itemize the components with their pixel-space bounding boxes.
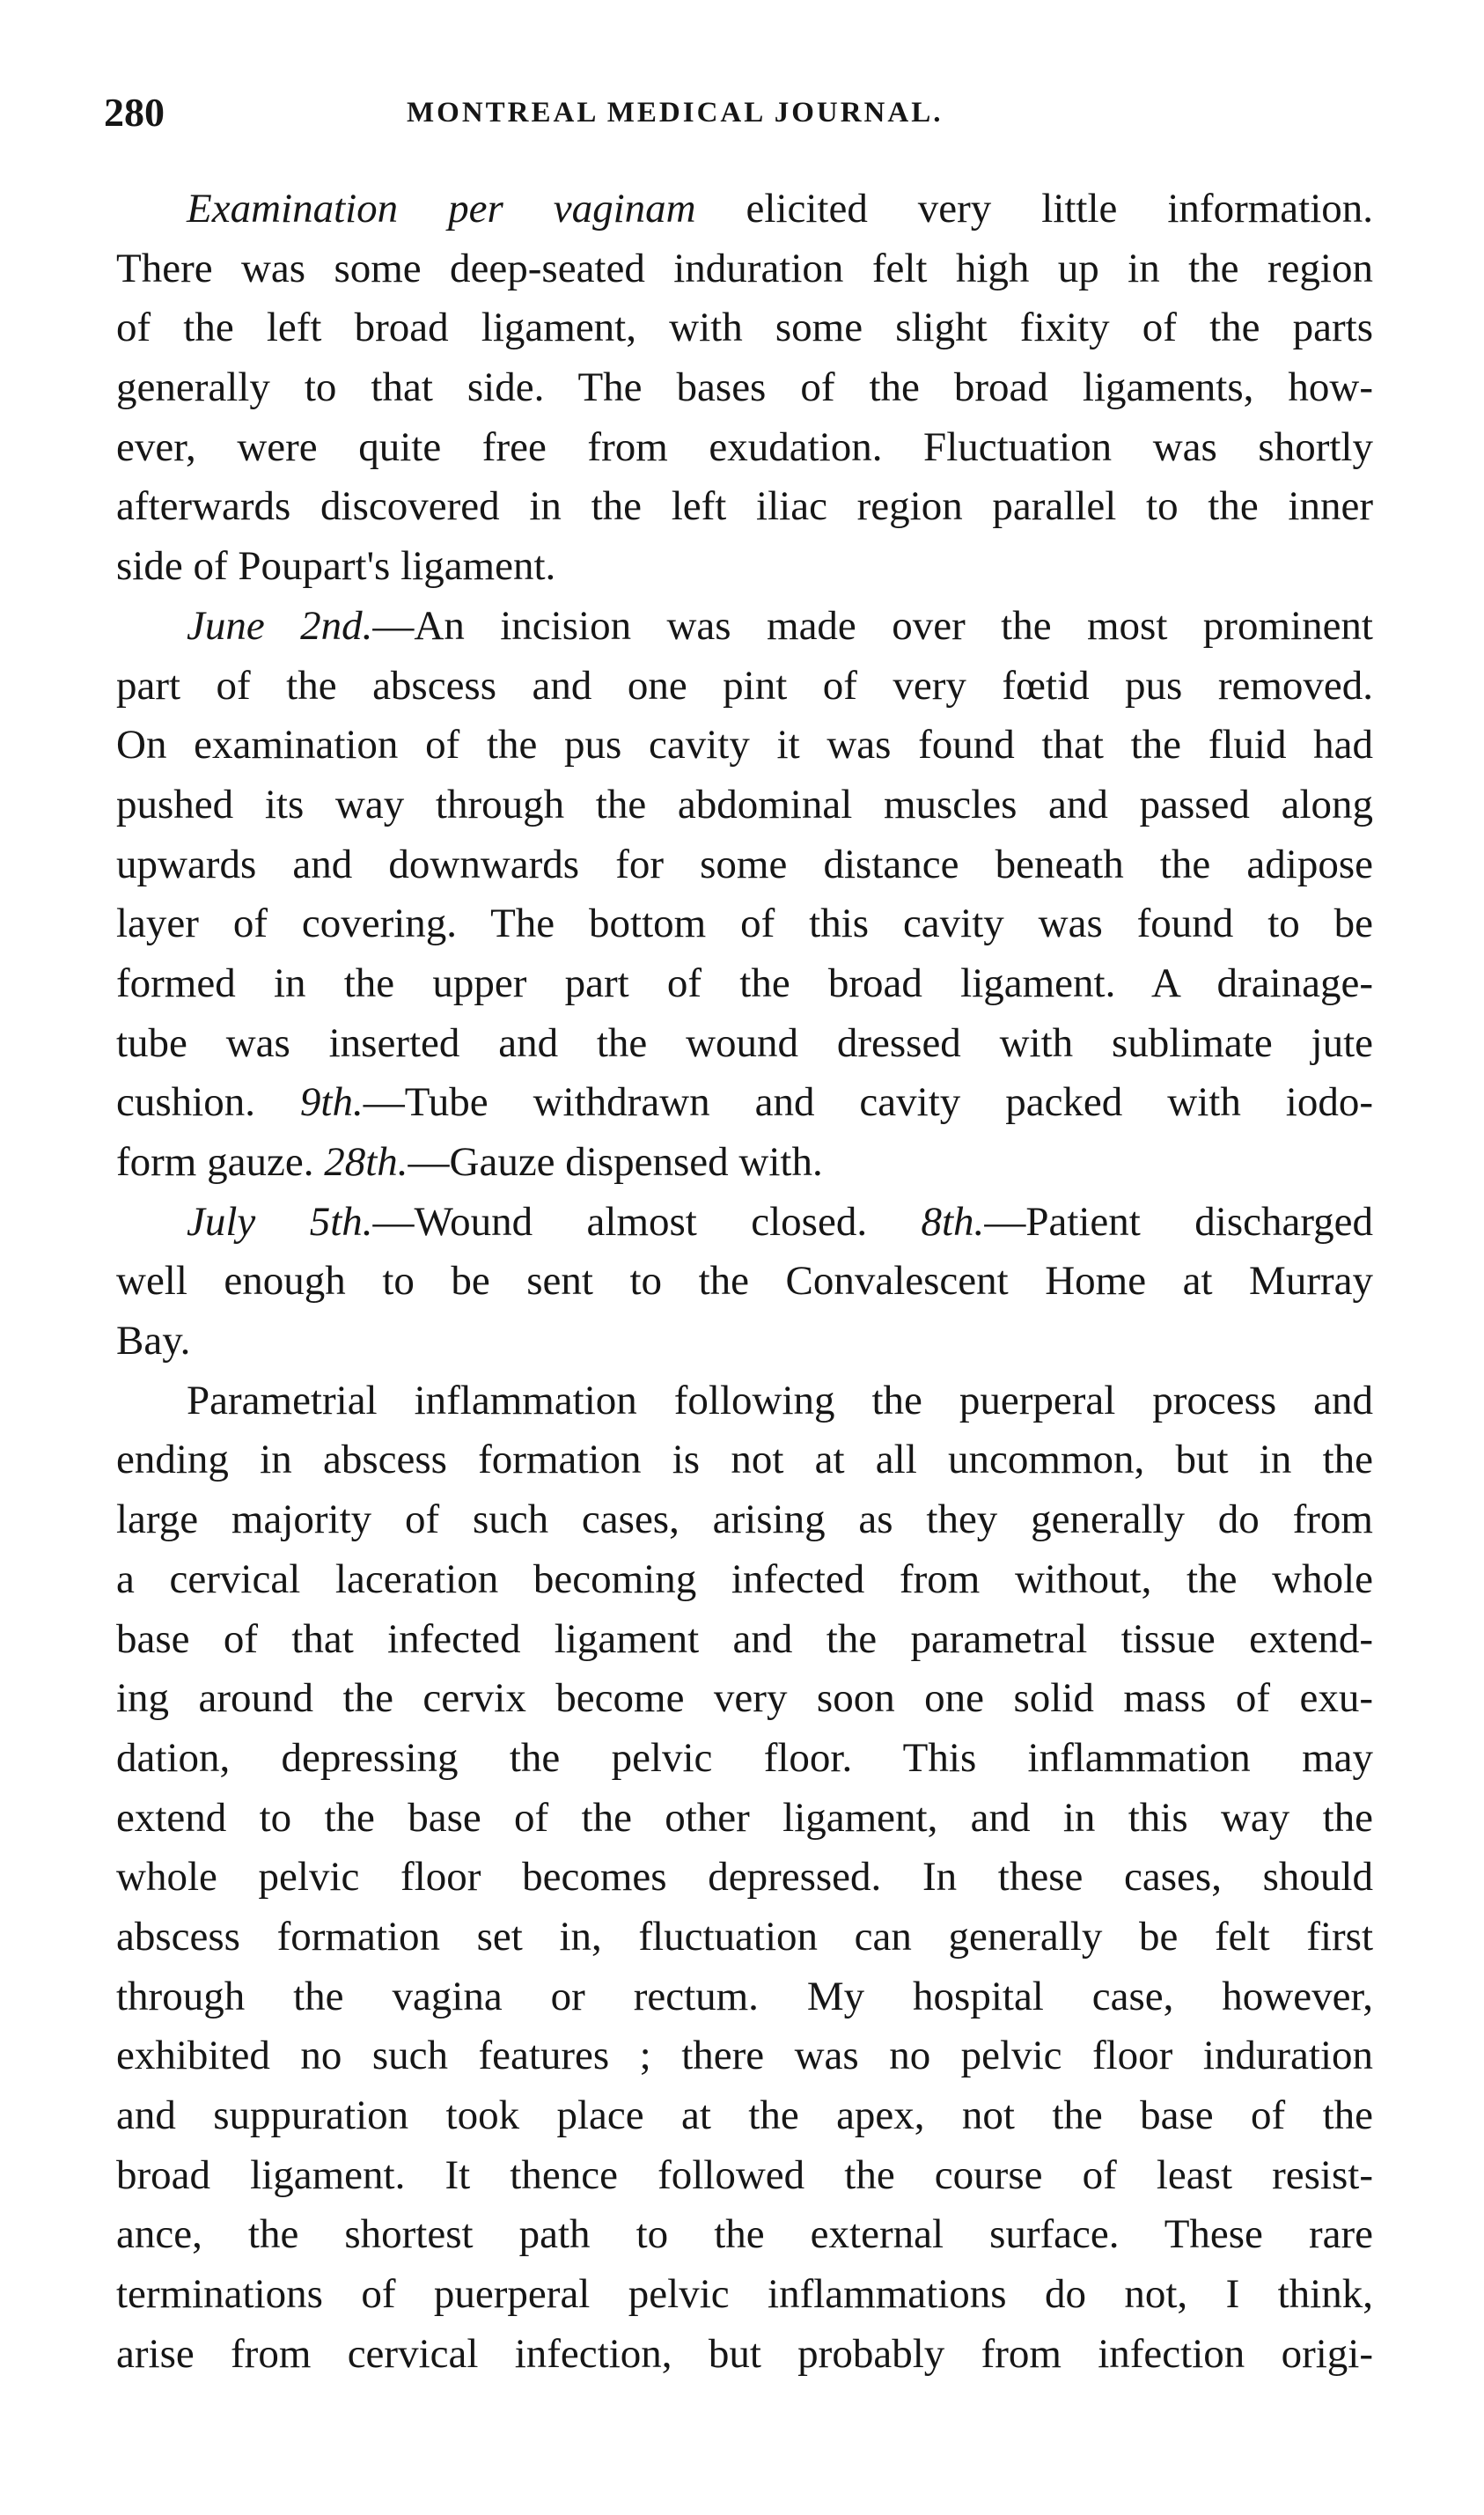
- text-run: —Patient discharged: [984, 1198, 1373, 1245]
- text-run: extend to the base of the other ligament, and in this way the: [116, 1794, 1373, 1841]
- text-run: ance, the shortest path to the external surface. These rare: [116, 2211, 1373, 2258]
- text-line: [116, 1848, 1373, 1908]
- text-line: [116, 2086, 1373, 2146]
- text-line: [116, 1669, 1373, 1729]
- text-run: form gauze.: [116, 1139, 325, 1185]
- text-line: [116, 2146, 1373, 2206]
- text-line: [116, 358, 1373, 418]
- text-run: cushion.: [116, 1079, 300, 1126]
- text-line: [116, 1430, 1373, 1490]
- text-run: dation, depressing the pelvic floor. This inflammation may: [116, 1734, 1373, 1781]
- text-line: [116, 418, 1373, 478]
- text-run: Bay.: [116, 1318, 191, 1364]
- italic-text: 28th.: [324, 1139, 408, 1185]
- text-run: ever, were quite free from exudation. Fluctuation was shortly: [116, 423, 1373, 470]
- text-run: On examination of the pus cavity it was found that the fluid had: [116, 722, 1373, 768]
- italic-text: July 5th.: [187, 1198, 373, 1245]
- text-run: broad ligament. It thence followed the course of least resist-: [116, 2151, 1373, 2198]
- text-run: tube was inserted and the wound dressed with sublimate jute: [116, 1019, 1373, 1066]
- text-run: —Wound almost closed.: [372, 1198, 922, 1245]
- text-run: —Tube withdrawn and cavity packed with iodo-: [363, 1079, 1373, 1126]
- text-run: side of Poupart's ligament.: [116, 543, 556, 590]
- text-line: [116, 1967, 1373, 2027]
- text-run: a cervical laceration becoming infected from without, the whole: [116, 1555, 1373, 1602]
- text-line: [116, 1073, 1373, 1133]
- text-run: —An incision was made over the most prominent: [372, 602, 1373, 649]
- italic-text: June 2nd.: [187, 602, 373, 649]
- text-line: [116, 1014, 1373, 1074]
- text-run: Parametrial inflammation following the puerperal process and: [187, 1377, 1373, 1423]
- text-run: terminations of puerperal pelvic inflammations do not, I think,: [116, 2271, 1373, 2318]
- italic-text: 8th.: [921, 1198, 985, 1245]
- text-run: afterwards discovered in the left iliac region parallel to the inner: [116, 483, 1373, 530]
- text-line: [116, 835, 1373, 895]
- text-line: [116, 657, 1373, 717]
- text-line: [116, 1789, 1373, 1849]
- italic-text: Examination per vaginam: [187, 186, 696, 232]
- text-line: [116, 180, 1373, 239]
- text-line: [116, 537, 1373, 597]
- text-run: well enough to be sent to the Convalescent Home at Murray: [116, 1258, 1373, 1305]
- text-run: part of the abscess and one pint of very fœtid pus removed.: [116, 662, 1373, 709]
- text-line: [116, 1550, 1373, 1610]
- text-line: [116, 1312, 1373, 1371]
- text-line: [116, 954, 1373, 1014]
- text-line: [116, 1193, 1373, 1253]
- text-run: pushed its way through the abdominal muscles and passed along: [116, 781, 1373, 827]
- text-run: There was some deep-seated induration felt high up in the region: [116, 245, 1373, 291]
- text-run: generally to that side. The bases of the broad ligaments, how-: [116, 364, 1373, 411]
- text-run: ending in abscess formation is not at all uncommon, but in the: [116, 1437, 1373, 1483]
- text-line: [116, 1371, 1373, 1431]
- text-line: [116, 1908, 1373, 1967]
- text-line: [116, 1133, 1373, 1193]
- page-header: [104, 86, 1371, 139]
- text-line: [116, 894, 1373, 954]
- text-line: [116, 2026, 1373, 2086]
- text-line: [116, 477, 1373, 537]
- text-run: exhibited no such features ; there was no pelvic floor induration: [116, 2033, 1373, 2079]
- page-number: 280: [104, 90, 165, 135]
- text-run: elicited very little information.: [695, 186, 1373, 232]
- running-head: MONTREAL MEDICAL JOURNAL.: [407, 97, 944, 129]
- text-run: large majority of such cases, arising as they generally do from: [116, 1496, 1373, 1543]
- text-line: [116, 2265, 1373, 2325]
- text-run: of the left broad ligament, with some slight fixity of the parts: [116, 305, 1373, 351]
- text-run: abscess formation set in, fluctuation can generally be felt first: [116, 1913, 1373, 1960]
- text-run: layer of covering. The bottom of this cavity was found to be: [116, 901, 1373, 947]
- text-run: ing around the cervix become very soon one solid mass of exu-: [116, 1675, 1373, 1722]
- text-run: upwards and downwards for some distance beneath the adipose: [116, 841, 1373, 887]
- text-run: and suppuration took place at the apex, not the base of the: [116, 2092, 1373, 2138]
- text-line: [116, 1610, 1373, 1670]
- italic-text: 9th.: [299, 1079, 364, 1126]
- text-run: —Gauze dispensed with.: [408, 1139, 823, 1185]
- text-line: [116, 1490, 1373, 1550]
- text-line: [116, 716, 1373, 776]
- text-line: [116, 2325, 1373, 2385]
- text-line: [116, 298, 1373, 358]
- text-line: [116, 2205, 1373, 2265]
- text-run: base of that infected ligament and the parametral tissue extend-: [116, 1615, 1373, 1662]
- text-run: through the vagina or rectum. My hospital case, however,: [116, 1973, 1373, 2019]
- body-text: [116, 180, 1373, 2384]
- text-run: formed in the upper part of the broad ligament. A drainage-: [116, 960, 1373, 1006]
- text-line: [116, 597, 1373, 657]
- text-line: [116, 776, 1373, 835]
- text-line: [116, 239, 1373, 299]
- text-run: arise from cervical infection, but probably from infection origi-: [116, 2330, 1373, 2377]
- text-line: [116, 1252, 1373, 1312]
- text-run: whole pelvic floor becomes depressed. In these cases, should: [116, 1854, 1373, 1901]
- text-line: [116, 1729, 1373, 1789]
